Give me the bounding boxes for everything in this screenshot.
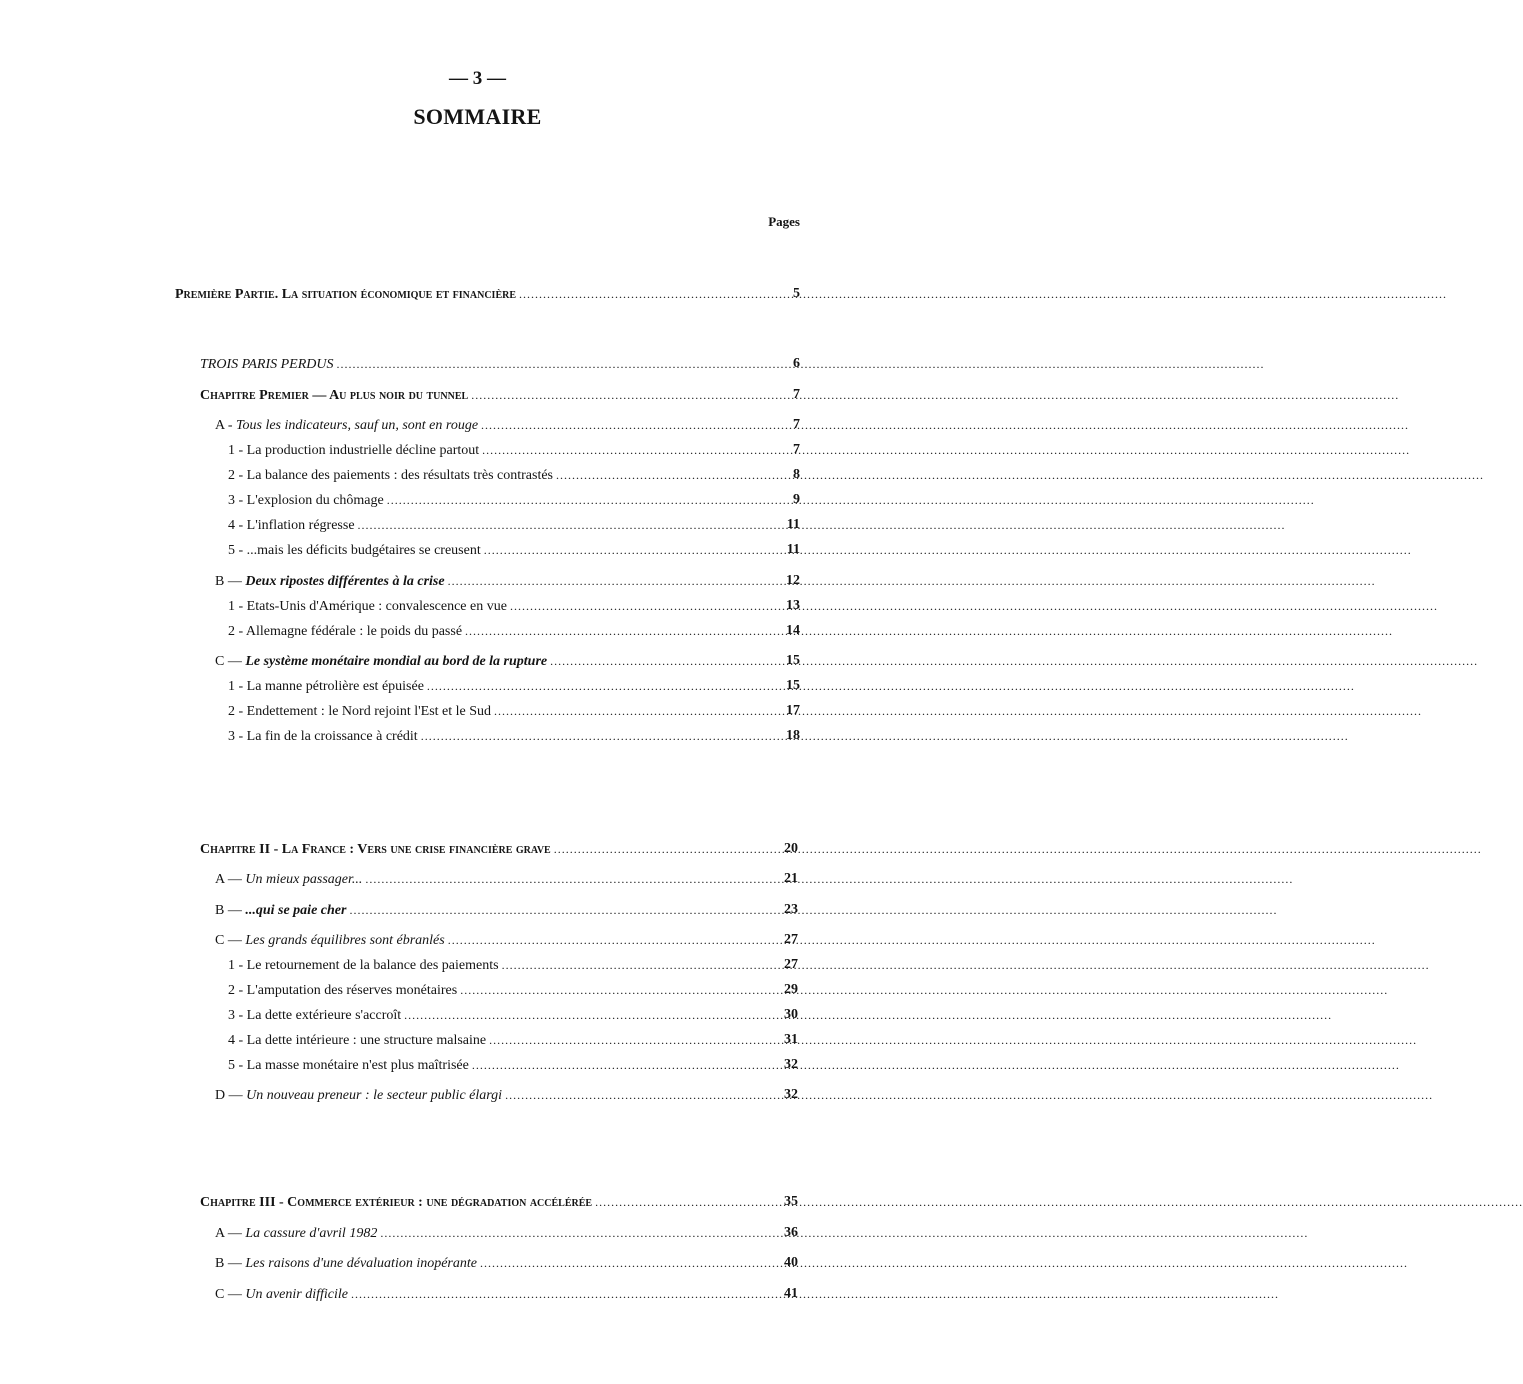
toc-entry (200, 840, 748, 859)
toc-entry-label (200, 1194, 592, 1212)
toc-entry-text: Un nouveau preneur : le secteur public élargi (246, 1088, 503, 1103)
toc-entry (215, 1224, 748, 1243)
toc-entry (215, 870, 748, 889)
toc-entry-prefix: 2 - (228, 704, 247, 719)
toc-page-number: 15 (786, 653, 800, 668)
toc-entry (175, 285, 748, 304)
toc-leader-dots (380, 1224, 1308, 1243)
toc-leader-dots (556, 466, 1484, 485)
toc-entry-label (200, 356, 334, 374)
toc-entry (228, 516, 748, 535)
toc-page-number: 8 (793, 467, 800, 482)
toc-entry-prefix: 5 - (228, 1058, 247, 1073)
toc-entry-label (228, 1032, 486, 1050)
toc-entry-label (228, 623, 462, 641)
toc-page-number: 15 (786, 678, 800, 693)
toc-leader-dots (550, 652, 1478, 671)
toc-page-number: 29 (784, 982, 798, 997)
toc-page-number: 9 (793, 492, 800, 507)
toc-leader-dots (505, 1086, 1433, 1105)
toc-leader-dots (448, 572, 1376, 591)
toc-leader-dots (484, 541, 1412, 560)
toc-entry (228, 981, 748, 1000)
toc-entry-prefix: B — (215, 903, 246, 918)
toc-entry (228, 466, 748, 485)
toc-entry-prefix: 1 - (228, 958, 247, 973)
toc-entry (228, 702, 748, 721)
toc-entry-label (215, 573, 445, 591)
toc-leader-dots (365, 870, 1293, 889)
pages-column-label: Pages (768, 214, 800, 229)
toc-entry (228, 1031, 748, 1050)
toc-page-number: 21 (784, 871, 798, 886)
toc-entry (228, 956, 748, 975)
toc-entry (215, 1285, 748, 1304)
toc-page-number: 20 (784, 841, 798, 856)
toc-entry-label (200, 387, 468, 405)
toc-entry-prefix: 1 - (228, 443, 247, 458)
toc-entry-label (228, 517, 355, 535)
toc-page-number: 7 (793, 442, 800, 457)
toc-page-number: 40 (784, 1255, 798, 1270)
toc-entry-label (228, 1007, 401, 1025)
toc-entry-text: TROIS PARIS PERDUS (200, 357, 334, 372)
toc-entry-label (215, 417, 478, 435)
toc-entry-text: La dette intérieure : une structure malsaine (246, 1033, 487, 1048)
toc-entry-text: La masse monétaire n'est plus maîtrisée (246, 1058, 469, 1073)
toc-entry-text: La manne pétrolière est épuisée (246, 679, 424, 694)
toc-entry-label (228, 728, 418, 746)
toc-entry-text: Première Partie. La situation économique et financière (175, 287, 517, 302)
toc-entry-text: Chapitre II - La France : Vers une crise financière grave (200, 842, 551, 857)
toc-leader-dots (404, 1006, 1332, 1025)
page-title: SOMMAIRE (413, 104, 542, 129)
toc-entry-text: Les grands équilibres sont ébranlés (245, 933, 445, 948)
toc-entry-prefix: C — (215, 1287, 246, 1302)
toc-leader-dots (351, 1285, 1279, 1304)
toc-page-number: 27 (784, 932, 798, 947)
toc-entry (228, 597, 748, 616)
toc-leader-dots (554, 840, 1482, 859)
toc-entry-label (215, 1087, 502, 1105)
toc-page-number: 35 (784, 1194, 798, 1209)
toc-entry-prefix: 1 - (228, 599, 247, 614)
toc-leader-dots (480, 1254, 1408, 1273)
toc-entry (228, 491, 748, 510)
toc-entry (215, 572, 748, 591)
toc-entry-text: L'explosion du chômage (246, 493, 384, 508)
toc-entry-prefix: 4 - (228, 1033, 247, 1048)
toc-page-number: 11 (786, 517, 800, 532)
toc-entry (200, 1193, 748, 1212)
toc-entry-text: La cassure d'avril 1982 (245, 1226, 378, 1241)
toc-entry-label (228, 982, 457, 1000)
toc-entry-text: L'amputation des réserves monétaires (246, 983, 458, 998)
toc-entry-label (215, 932, 445, 950)
toc-entry-prefix: A — (215, 1226, 246, 1241)
toc-entry-text: La balance des paiements : des résultats très contrastés (246, 468, 554, 483)
toc-entry (215, 1086, 748, 1105)
toc-entry-text: La dette extérieure s'accroît (246, 1008, 402, 1023)
toc-entry-label (200, 841, 551, 859)
toc-page-number: 32 (784, 1087, 798, 1102)
toc-entry (228, 622, 748, 641)
toc-entry-label (228, 598, 507, 616)
toc-leader-dots (502, 956, 1430, 975)
page-number: — 3 — (449, 68, 506, 89)
toc-entry-prefix: 1 - (228, 679, 247, 694)
toc-entry (215, 1254, 748, 1273)
toc-entry (215, 901, 748, 920)
toc-entry-prefix: 2 - (228, 468, 247, 483)
toc-entry-label (228, 703, 491, 721)
toc-entry-text: ...mais les déficits budgétaires se creusent (246, 543, 481, 558)
toc-page-number: 5 (793, 286, 800, 301)
toc-leader-dots (448, 931, 1376, 950)
toc-leader-dots (489, 1031, 1417, 1050)
toc-leader-dots (481, 416, 1409, 435)
toc-entry-label (228, 492, 384, 510)
toc-entry (228, 441, 748, 460)
toc-leader-dots (482, 441, 1410, 460)
toc-page-number: 11 (786, 542, 800, 557)
toc-page-number: 18 (786, 728, 800, 743)
toc-entry-prefix: 3 - (228, 729, 247, 744)
toc-page-number: 32 (784, 1057, 798, 1072)
toc-leader-dots (595, 1193, 1523, 1212)
toc-leader-dots (460, 981, 1388, 1000)
toc-entry-text: ...qui se paie cher (245, 903, 347, 918)
toc-entry-label (215, 1286, 348, 1304)
toc-entry-text: Deux ripostes différentes à la crise (245, 574, 445, 589)
toc-leader-dots (337, 355, 1265, 374)
toc-entry (215, 931, 748, 950)
toc-page-number: 13 (786, 598, 800, 613)
toc-entry-label (228, 542, 481, 560)
toc-leader-dots (387, 491, 1315, 510)
toc-entry-prefix: 3 - (228, 1008, 247, 1023)
toc-entry-label (228, 442, 479, 460)
toc-entry (200, 355, 748, 374)
toc-leader-dots (349, 901, 1277, 920)
toc-entry-text: Chapitre Premier — Au plus noir du tunnel (200, 388, 469, 403)
toc-page-number: 23 (784, 902, 798, 917)
toc-entry (200, 386, 748, 405)
toc-entry (228, 677, 748, 696)
toc-entry-label (215, 902, 346, 920)
toc-leader-dots (472, 1056, 1400, 1075)
toc-entry-label (215, 871, 362, 889)
toc-entry-prefix: B — (215, 1256, 246, 1271)
toc-leader-dots (427, 677, 1355, 696)
toc-leader-dots (510, 597, 1438, 616)
toc-entry-text: Tous les indicateurs, sauf un, sont en rouge (236, 418, 479, 433)
toc-leader-dots (471, 386, 1399, 405)
toc-page-number: 14 (786, 623, 800, 638)
toc-leader-dots (465, 622, 1393, 641)
toc-entry (228, 727, 748, 746)
toc-page-number: 7 (793, 387, 800, 402)
toc-page-number: 41 (784, 1286, 798, 1301)
toc-entry-text: Le retournement de la balance des paiements (246, 958, 499, 973)
toc-entry-prefix: 5 - (228, 543, 247, 558)
toc-page-number: 36 (784, 1225, 798, 1240)
toc-leader-dots (519, 285, 1447, 304)
toc-entry-text: Chapitre III - Commerce extérieur : une dégradation accélérée (200, 1195, 593, 1210)
toc-entry-label (228, 467, 553, 485)
toc-page-number: 31 (784, 1032, 798, 1047)
toc-entry (228, 541, 748, 560)
toc-entry-text: Un mieux passager... (245, 872, 363, 887)
toc-page-number: 7 (793, 417, 800, 432)
toc-entry-prefix: D — (215, 1088, 247, 1103)
toc-page-number: 6 (793, 356, 800, 371)
toc-entry-text: Etats-Unis d'Amérique : convalescence en vue (246, 599, 507, 614)
toc-page-number: 12 (786, 573, 800, 588)
toc-entry-text: L'inflation régresse (246, 518, 355, 533)
toc-page-number: 17 (786, 703, 800, 718)
toc-entry-prefix: 3 - (228, 493, 247, 508)
toc-leader-dots (358, 516, 1286, 535)
toc-entry (228, 1056, 748, 1075)
toc-entry-text: La production industrielle décline partout (246, 443, 480, 458)
toc-entry-label (215, 1255, 477, 1273)
toc-entry-text: Les raisons d'une dévaluation inopérante (245, 1256, 477, 1271)
toc-entry-label (215, 1225, 377, 1243)
toc-entry-prefix: A — (215, 872, 246, 887)
toc-entry-text: Le système monétaire mondial au bord de la rupture (245, 654, 548, 669)
toc-entry-prefix: 2 - (228, 624, 246, 639)
toc-entry-label (175, 286, 516, 304)
toc-entry-prefix: B — (215, 574, 246, 589)
toc-entry (215, 652, 748, 671)
toc-leader-dots (494, 702, 1422, 721)
toc-entry-label (228, 678, 424, 696)
toc-entry-text: Endettement : le Nord rejoint l'Est et le Sud (246, 704, 492, 719)
toc-page-number: 27 (784, 957, 798, 972)
toc-entry-prefix: C — (215, 654, 246, 669)
toc-entry (215, 416, 748, 435)
toc-entry-prefix: 2 - (228, 983, 247, 998)
toc-entry-prefix: A - (215, 418, 236, 433)
toc-page-number: 30 (784, 1007, 798, 1022)
toc-entry-label (215, 653, 547, 671)
toc-entry (228, 1006, 748, 1025)
toc-entry-label (228, 957, 499, 975)
toc-entry-label (228, 1057, 469, 1075)
toc-entry-prefix: 4 - (228, 518, 247, 533)
toc-entry-prefix: C — (215, 933, 246, 948)
toc-entry-text: Allemagne fédérale : le poids du passé (245, 624, 463, 639)
toc-entry-text: Un avenir difficile (245, 1287, 348, 1302)
toc-leader-dots (421, 727, 1349, 746)
toc-entry-text: La fin de la croissance à crédit (246, 729, 418, 744)
